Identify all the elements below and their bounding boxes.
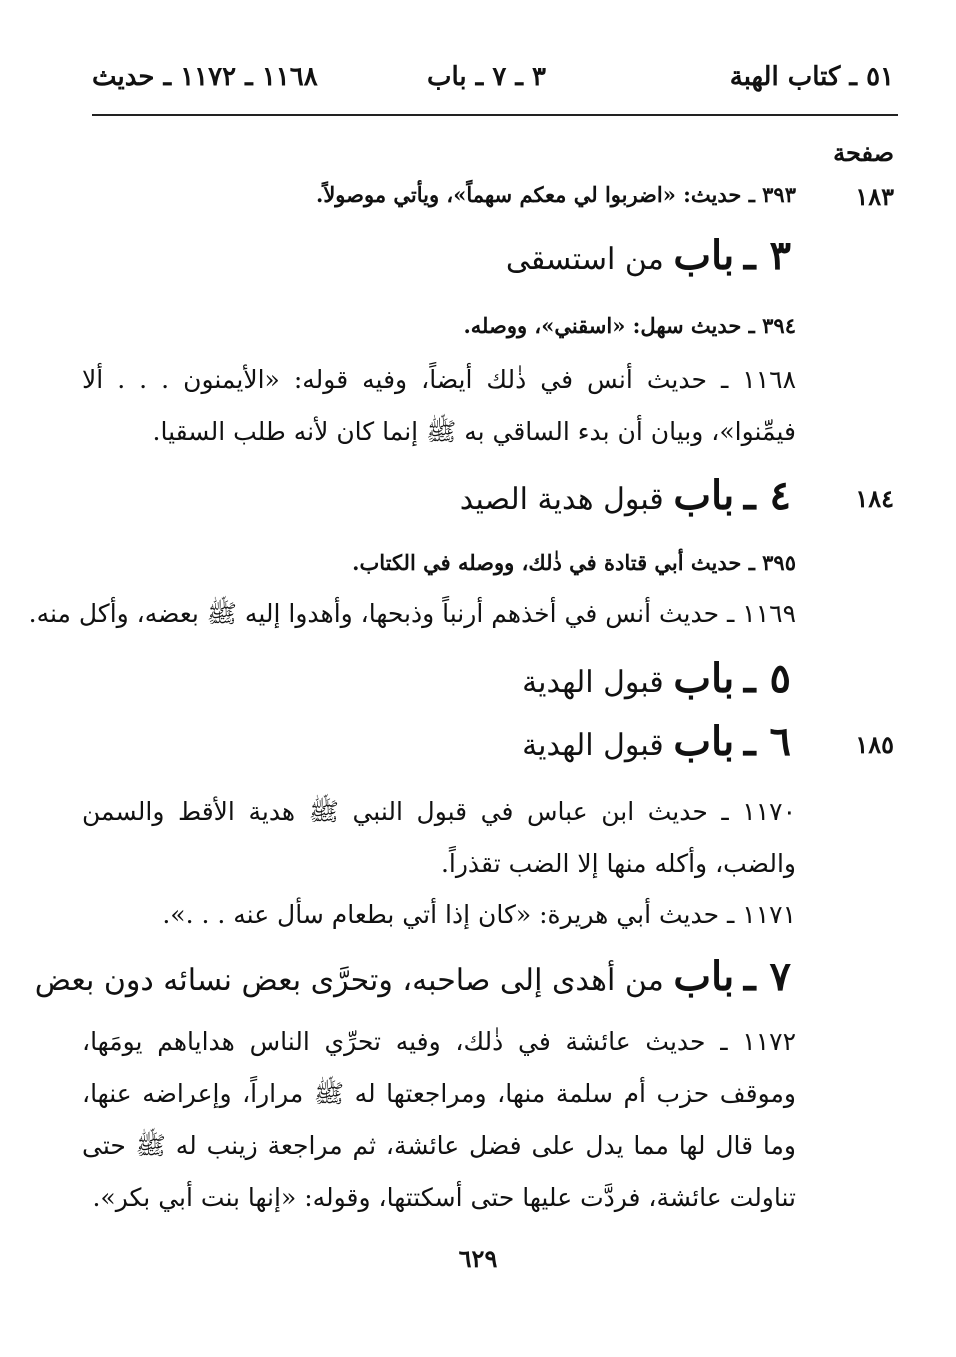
- hadith-1168: ١١٦٨ ـ حديث أنس في ذٰلك أيضاً، وفيه قوله: «الأيمنون . . . ألا فيمِّنوا»، وبيان أن بدء الساقي به ﷺ إنما كان لأنه طلب السقيا.: [82, 365, 796, 446]
- chapter-number: ٦ ـ: [743, 718, 791, 765]
- hadith-394: ٣٩٤ ـ حديث سهل: «اسقني»، ووصله.: [463, 313, 796, 338]
- chapter-word: باب: [673, 718, 735, 765]
- hadith-1170: ١١٧٠ ـ حديث ابن عباس في قبول النبي ﷺ هدية الأقط والسمن والضب، وأكله منها إلا الضب تقذراً.: [82, 797, 796, 878]
- page-ref-183: ١٨٣: [855, 182, 894, 211]
- hadith-395: ٣٩٥ ـ حديث أبي قتادة في ذٰلك، ووصله في الكتاب.: [352, 550, 796, 575]
- hadith-1169: ١١٦٩ ـ حديث أنس في أخذهم أرنباً وذبحها، وأهدوا إليه ﷺ بعضه، وأكل منه.: [28, 599, 796, 628]
- chapter-number: ٤ ـ: [743, 472, 791, 519]
- chapter-heading-6: [522, 718, 791, 765]
- chapter-heading-7: [34, 953, 791, 1000]
- chapter-title: قبول الهدية: [522, 665, 664, 700]
- chapter-title: قبول هدية الصيد: [459, 482, 664, 517]
- chapter-word: باب: [673, 655, 735, 702]
- chapter-word: باب: [673, 472, 735, 519]
- page-ref-184: ١٨٤: [855, 484, 894, 513]
- header-chapter-range: ٣ ـ ٧ ـ باب: [426, 62, 546, 92]
- chapter-heading-5: [522, 655, 791, 702]
- hadith-1171: ١١٧١ ـ حديث أبي هريرة: «كان إذا أتي بطعام سأل عنه . . .».: [162, 900, 796, 929]
- hadith-1172: ١١٧٢ ـ حديث عائشة في ذٰلك، وفيه تحرِّي الناس هداياهم يومَها، وموقف حزب أم سلمة منها، ومراجعتها له ﷺ مراراً، وإعراضه عنها، وما قال لها مما يدل على فضل عائشة، ثم مراجعة زينب له ﷺ حتى تناولت عائشة، فردَّت عليها حتى أسكتتها، وقوله: «إنها بنت أبي بكر».: [82, 1027, 796, 1212]
- chapter-title: من أهدى إلى صاحبه، وتحرَّى بعض نسائه دون بعض: [34, 963, 664, 998]
- chapter-number: ٧ ـ: [743, 953, 791, 1000]
- chapter-heading-3: [506, 232, 791, 279]
- chapter-title: من استسقى: [505, 242, 664, 277]
- chapter-word: باب: [673, 232, 735, 279]
- page-column-label: صفحة: [833, 138, 894, 167]
- chapter-heading-4: [460, 472, 791, 519]
- hadith-393: ٣٩٣ ـ حديث: «اضربوا لي معكم سهماً»، ويأتي موصولاً.: [316, 182, 796, 207]
- page-number: ٦٢٩: [458, 1244, 498, 1273]
- header-hadith-range: ١١٦٨ ـ ١١٧٢ ـ حديث: [92, 62, 318, 92]
- page-ref-185: ١٨٥: [855, 730, 894, 759]
- header-book-title: ٥١ ـ كتاب الهبة: [729, 62, 894, 92]
- chapter-number: ٣ ـ: [743, 232, 791, 279]
- chapter-number: ٥ ـ: [743, 655, 791, 702]
- header-divider: [92, 114, 898, 116]
- chapter-word: باب: [673, 953, 735, 1000]
- chapter-title: قبول الهدية: [522, 728, 664, 763]
